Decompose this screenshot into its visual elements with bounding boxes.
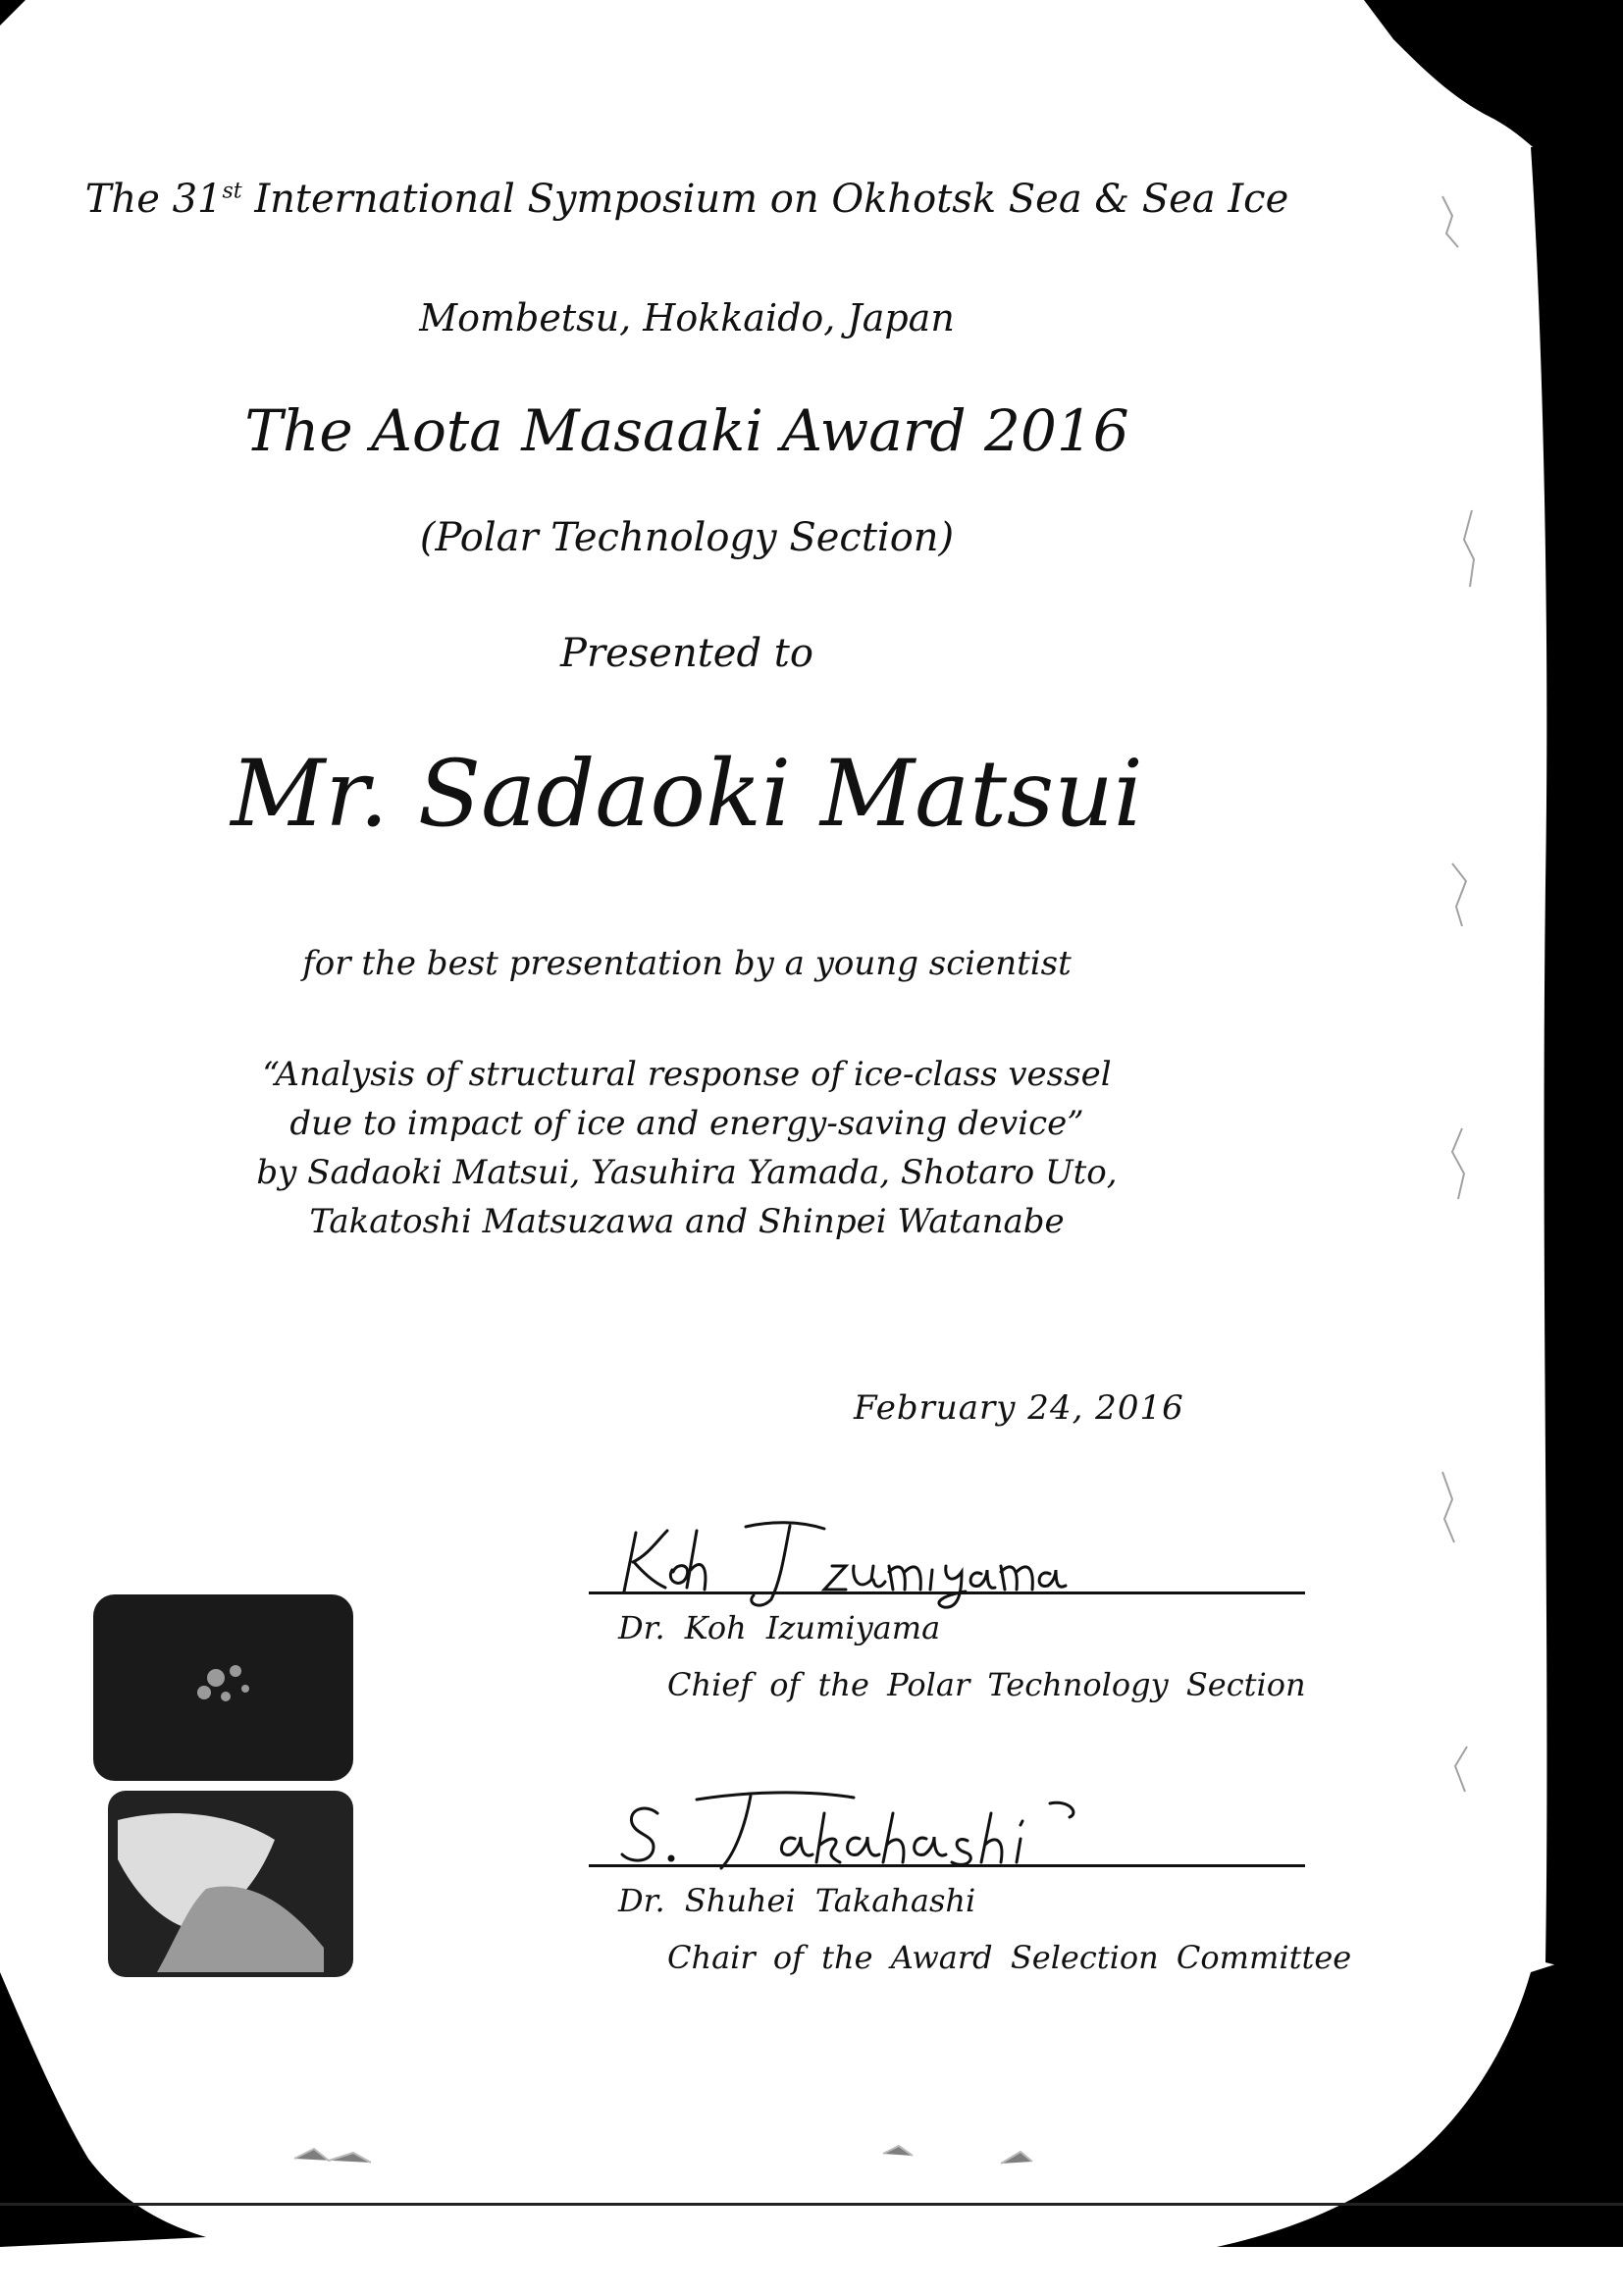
presented-to-label: Presented to (560, 631, 813, 676)
award-title: The Aota Masaaki Award 2016 (244, 397, 1129, 464)
location: Mombetsu, Hokkaido, Japan (419, 296, 955, 339)
authors-line-1: by Sadaoki Matsui, Yasuhira Yamada, Shotaro Uto, (256, 1153, 1118, 1192)
signer-1-role: Chief of the Polar Technology Section (667, 1666, 1306, 1703)
signature-line-2 (589, 1864, 1305, 1867)
symposium-rest: International Symposium on Okhotsk Sea & Sea Ice (241, 177, 1289, 222)
symposium-heading (0, 177, 1374, 222)
signature-line-1 (589, 1592, 1305, 1594)
seal-photo-image (88, 1594, 358, 1987)
symposium-ordinal-suffix: st (222, 179, 242, 204)
paper-title-line-1: “Analysis of structural response of ice-class vessel (262, 1055, 1112, 1094)
signer-2-role: Chair of the Award Selection Committee (667, 1939, 1352, 1976)
symposium-prefix: The 31 (84, 177, 223, 222)
bottom-border-line (0, 2203, 1623, 2206)
signer-2-name: Dr. Shuhei Takahashi (618, 1882, 976, 1919)
signer-1-name: Dr. Koh Izumiyama (618, 1609, 941, 1646)
award-date: February 24, 2016 (854, 1388, 1184, 1428)
recipient-name: Mr. Sadaoki Matsui (231, 741, 1143, 848)
authors-line-2: Takatoshi Matsuzawa and Shinpei Watanabe (309, 1202, 1065, 1241)
award-section: (Polar Technology Section) (419, 515, 955, 560)
paper-title-line-2: due to impact of ice and energy-saving device” (289, 1104, 1084, 1143)
award-reason: for the best presentation by a young scientist (302, 944, 1072, 983)
